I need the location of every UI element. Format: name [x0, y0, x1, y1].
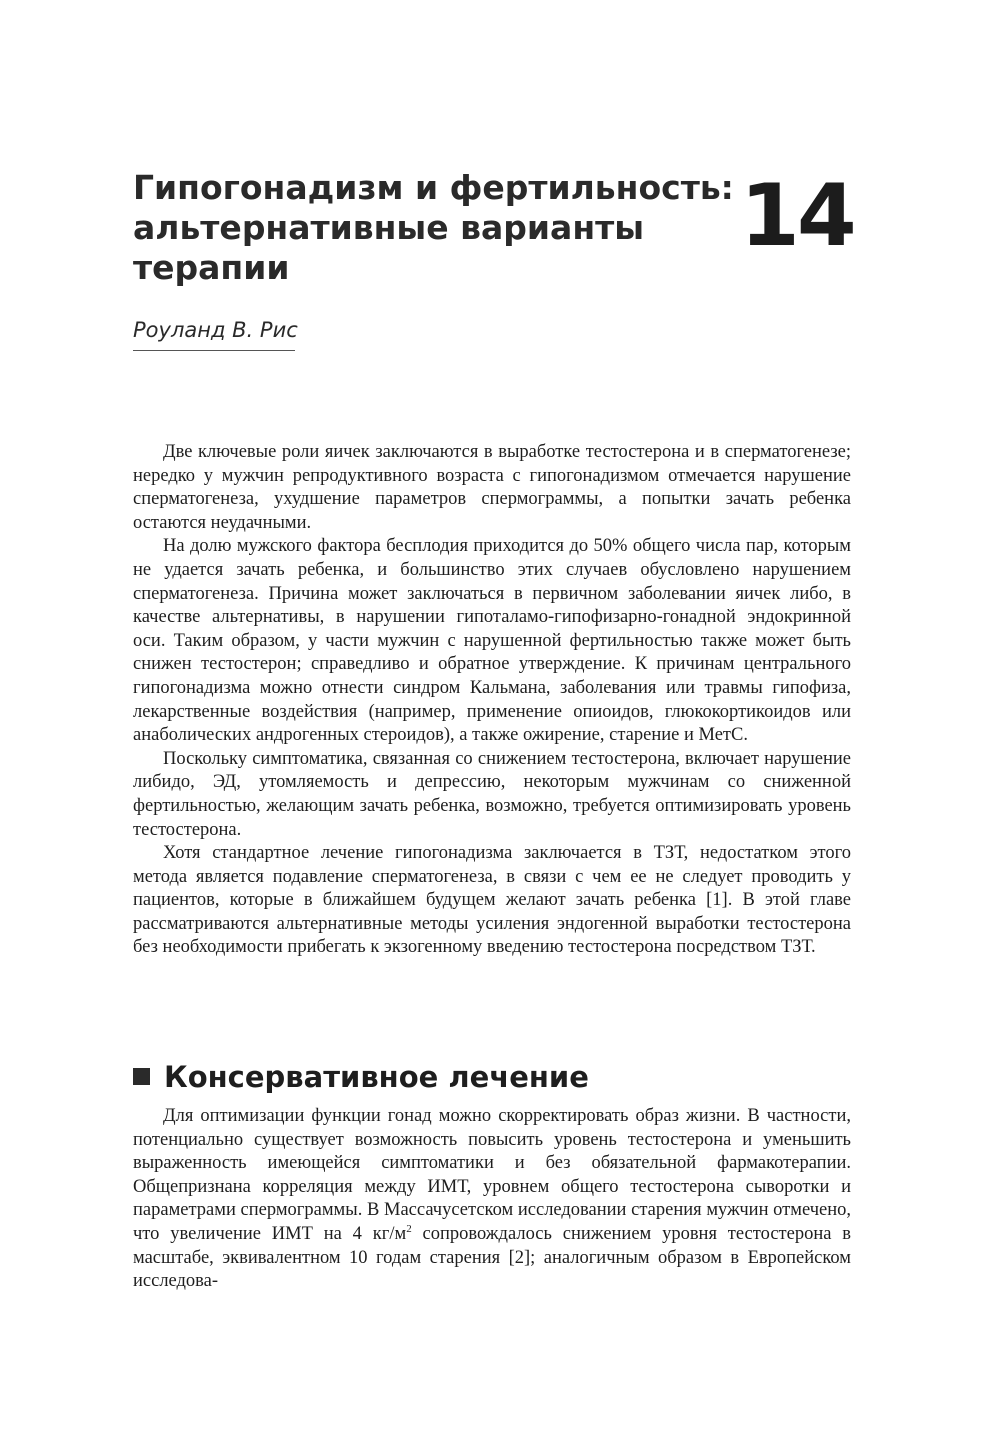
paragraph: На долю мужского фактора бесплодия приходится до 50% общего числа пар, которым не удается зачать ребенка, и большинство этих случаев обусловлено нарушением сперматогенеза. Причина может заключаться в первичном заболевании яичек либо, в качестве альтернативы, в нарушении гипоталамо-гипофизарно-гонадной эндокринной оси. Таким образом, у части мужчин с нарушенной фертильностью также может быть снижен тестостерон; справедливо и обратное утверждение. К причинам центрального гипогонадизма можно отнести синдром Кальмана, заболевания или травмы гипофиза, лекарственные воздействия (например, применение опиоидов, глюкокортикоидов или анаболических андрогенных стероидов), а также ожирение, старение и МетС.: [133, 536, 851, 746]
paragraph: [133, 1105, 851, 1294]
section-heading: [133, 1058, 589, 1096]
paragraph: Хотя стандартное лечение гипогонадизма заключается в ТЗТ, недостатком этого метода является подавление сперматогенеза, в связи с чем ее не следует проводить у пациентов, которые в ближайшем будущем желают зачать ребенка [1]. В этой главе рассматриваются альтернативные методы усиления эндогенной выработки тестостерона без необходимости прибегать к экзогенному введению тестостерона посредством ТЗТ.: [133, 843, 851, 958]
chapter-title-line: терапии: [133, 248, 290, 287]
square-bullet-icon: [133, 1068, 150, 1085]
superscript: 2: [406, 1222, 412, 1235]
chapter-number: 14: [740, 166, 854, 266]
section-heading-text: Консервативное лечение: [164, 1060, 589, 1094]
paragraph-text: сопровождалось снижением уровня тестостерона в масштабе, эквивалентном 10 годам старения [2]; аналогичным образом в Европейском исследова-: [133, 1223, 851, 1292]
chapter-title: [133, 168, 734, 288]
paragraph-text: Для оптимизации функции гонад можно скорректировать образ жизни. В частности, потенциально существует возможность повысить уровень тестостерона и уменьшить выраженность имеющейся симптоматики и без обязательной фармакотерапии. Общепризнана корреляция между ИМТ, уровнем общего тестостерона сыворотки и параметрами спермограммы. В Массачусетском исследовании старения мужчин отмечено, что увеличение ИМТ на 4 кг/м: [133, 1106, 851, 1244]
paragraph: Две ключевые роли яичек заключаются в выработке тестостерона и в сперматогенезе; нередко у мужчин репродуктивного возраста с гипогонадизмом отмечается нарушение сперматогенеза, ухудшение параметров спермограммы, а попытки зачать ребенка остаются неудачными.: [133, 442, 851, 533]
intro-text: [133, 441, 851, 960]
section-text: [133, 1105, 851, 1294]
chapter-title-line: альтернативные варианты: [133, 208, 645, 247]
paragraph: Поскольку симптоматика, связанная со снижением тестостерона, включает нарушение либидо, ЭД, утомляемость и депрессию, некоторым мужчинам со сниженной фертильностью, желающим зачать ребенка, возможно, требуется оптимизировать уровень тестостерона.: [133, 748, 851, 840]
chapter-author: Роуланд В. Рис: [133, 316, 295, 351]
chapter-title-line: Гипогонадизм и фертильность:: [133, 168, 734, 207]
